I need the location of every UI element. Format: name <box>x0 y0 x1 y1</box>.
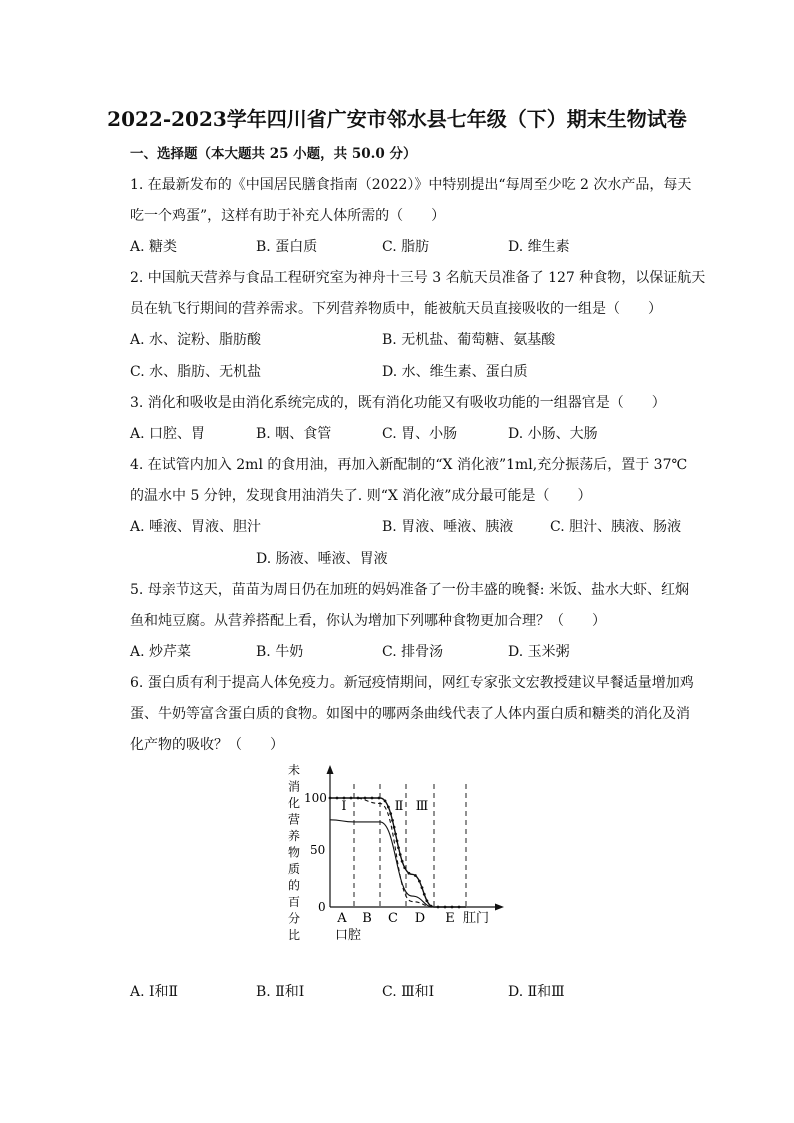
curve-3-dot <box>408 872 411 875</box>
q5-option-c[interactable]: C. 排骨汤 <box>382 644 444 660</box>
q5-option-b[interactable]: B. 牛奶 <box>256 644 304 660</box>
q4-option-a[interactable]: A. 唾液、胃液、胆汁 <box>130 519 262 535</box>
q5-option-d[interactable]: D. 玉米粥 <box>508 644 570 660</box>
curve-3-dot <box>403 866 406 869</box>
curve-3-dot <box>350 797 353 800</box>
x-sublabel-mouth: 口腔 <box>334 928 362 943</box>
q3-stem-line1: 3. 消化和吸收是由消化系统完成的，既有消化功能又有吸收功能的一组器官是（ ） <box>130 395 666 411</box>
curve-3-dot <box>389 812 392 815</box>
y-label-char: 的 <box>288 878 301 893</box>
y-tick-100: 100 <box>304 791 327 805</box>
q2-stem-line2: 员在轨飞行期间的营养需求。下列营养物质中，能被航天员直接吸收的一组是（ ） <box>130 301 662 317</box>
x-axis-arrow <box>495 904 504 911</box>
series-label-3: Ⅲ <box>415 799 429 814</box>
y-label-char: 未 <box>288 763 301 777</box>
q6-option-a[interactable]: A. Ⅰ和Ⅱ <box>130 984 179 1000</box>
q1-option-d[interactable]: D. 维生素 <box>508 239 570 255</box>
q1-option-b[interactable]: B. 蛋白质 <box>256 239 318 255</box>
y-tick-0: 0 <box>318 900 326 914</box>
curve-3-dot <box>329 797 332 800</box>
curve-3-dot <box>378 797 381 800</box>
curve-3-dot <box>437 906 440 909</box>
q6-stem-line3: 化产物的吸收？（ ） <box>130 737 284 753</box>
digestion-chart <box>280 760 520 950</box>
curve-3-dot <box>399 853 402 856</box>
q4-stem-line2: 的温水中 5 分钟，发现食用油消失了. 则“X 消化液”成分最可能是（ ） <box>130 488 592 504</box>
q1-stem-line1: 1. 在最新发布的《中国居民膳食指南（2022）》中特别提出“每周至少吃 2 次水产品，每天 <box>130 177 692 193</box>
q6-option-d[interactable]: D. Ⅱ和Ⅲ <box>508 984 565 1000</box>
curve-3-dot <box>364 797 367 800</box>
series-label-1: Ⅰ <box>341 799 347 814</box>
curve-3-dot <box>451 906 454 909</box>
y-axis-arrow <box>327 765 334 774</box>
curve-3-dot <box>391 819 394 822</box>
curve-2 <box>330 798 466 907</box>
q6-stem-line2: 蛋、牛奶等富含蛋白质的食物。如图中的哪两条曲线代表了人体内蛋白质和糖类的消化及消 <box>130 706 690 722</box>
section-heading: 一、选择题（本大题共 25 小题，共 50.0 分） <box>130 146 417 162</box>
series-label-2: Ⅱ <box>394 799 404 814</box>
y-label-char: 质 <box>288 862 301 876</box>
q6-option-c[interactable]: C. Ⅲ和Ⅰ <box>382 984 435 1000</box>
x-tick-label: 肛门 <box>462 911 490 926</box>
q1-option-c[interactable]: C. 脂肪 <box>382 239 430 255</box>
curve-3 <box>330 798 466 907</box>
y-axis-label <box>288 762 300 942</box>
q4-option-b[interactable]: B. 胃液、唾液、胰液 <box>382 519 514 535</box>
q2-stem-line1: 2. 中国航天营养与食品工程研究室为神舟十三号 3 名航天员准备了 127 种食物，以保证航天 <box>130 270 706 286</box>
curve-3-dot <box>414 874 417 877</box>
q3-option-c[interactable]: C. 胃、小肠 <box>382 426 458 442</box>
q6-option-b[interactable]: B. Ⅱ和Ⅰ <box>256 984 305 1000</box>
curve-3-dot <box>425 899 428 902</box>
curve-3-dot <box>421 886 424 889</box>
q5-option-a[interactable]: A. 炒芹菜 <box>130 644 192 660</box>
curve-3-dot <box>336 797 339 800</box>
curve-3-dot <box>458 906 461 909</box>
curve-3-dot <box>444 906 447 909</box>
x-tick-label: B <box>362 911 372 926</box>
page-title: 2022-2023学年四川省广安市邻水县七年级（下）期末生物试卷 <box>107 107 687 131</box>
y-label-char: 比 <box>288 928 301 942</box>
q5-stem-line1: 5. 母亲节这天，苗苗为周日仍在加班的妈妈准备了一份丰盛的晚餐: 米饭、盐水大虾、红焖 <box>130 582 689 598</box>
curve-3-dot <box>423 893 426 896</box>
curve-3-dot <box>357 797 360 800</box>
y-tick-50: 50 <box>310 843 326 857</box>
q4-stem-line1: 4. 在试管内加入 2ml 的食用油，再加入新配制的“X 消化液”1ml,充分振荡后，置于 37℃ <box>130 457 688 473</box>
x-tick-label: C <box>388 911 398 926</box>
curve-3-dot <box>396 839 399 842</box>
curve-3-dot <box>387 806 390 809</box>
x-tick-label: A <box>337 911 347 926</box>
q3-option-a[interactable]: A. 口腔、胃 <box>130 426 206 442</box>
q4-option-d[interactable]: D. 肠液、唾液、胃液 <box>256 551 388 567</box>
q3-option-d[interactable]: D. 小肠、大肠 <box>508 426 598 442</box>
y-label-char: 营 <box>288 812 301 827</box>
q1-option-a[interactable]: A. 糖类 <box>130 239 178 255</box>
x-tick-label: E <box>445 911 455 926</box>
curve-3-dot <box>371 797 374 800</box>
y-label-char: 百 <box>288 895 301 909</box>
q5-stem-line2: 鱼和炖豆腐。从营养搭配上看，你认为增加下列哪种食物更加合理？（ ） <box>130 613 606 629</box>
curve-3-dot <box>418 880 421 883</box>
curve-3-dot <box>393 826 396 829</box>
curve-3-dot <box>430 905 433 908</box>
curve-3-dot <box>401 860 404 863</box>
q4-option-c[interactable]: C. 胆汁、胰液、肠液 <box>550 519 682 535</box>
q2-option-d[interactable]: D. 水、维生素、蛋白质 <box>382 364 528 380</box>
q2-option-a[interactable]: A. 水、淀粉、脂肪酸 <box>130 332 262 348</box>
y-label-char: 养 <box>288 829 301 843</box>
q2-option-b[interactable]: B. 无机盐、葡萄糖、氨基酸 <box>382 332 556 348</box>
q3-option-b[interactable]: B. 咽、食管 <box>256 426 332 442</box>
y-label-char: 物 <box>288 845 301 860</box>
y-label-char: 化 <box>288 796 301 810</box>
x-tick-label: D <box>414 911 426 926</box>
q6-stem-line1: 6. 蛋白质有利于提高人体免疫力。新冠疫情期间，网红专家张文宏教授建议早餐适量增加鸡 <box>130 675 694 691</box>
curve-3-dot <box>384 799 387 802</box>
y-label-char: 消 <box>288 779 301 794</box>
q1-stem-line2: 吃一个鸡蛋”，这样有助于补充人体所需的（ ） <box>130 208 446 224</box>
q2-option-c[interactable]: C. 水、脂肪、无机盐 <box>130 364 262 380</box>
curve-3-dot <box>394 833 397 836</box>
y-label-char: 分 <box>288 911 301 926</box>
curve-3-dot <box>397 846 400 849</box>
